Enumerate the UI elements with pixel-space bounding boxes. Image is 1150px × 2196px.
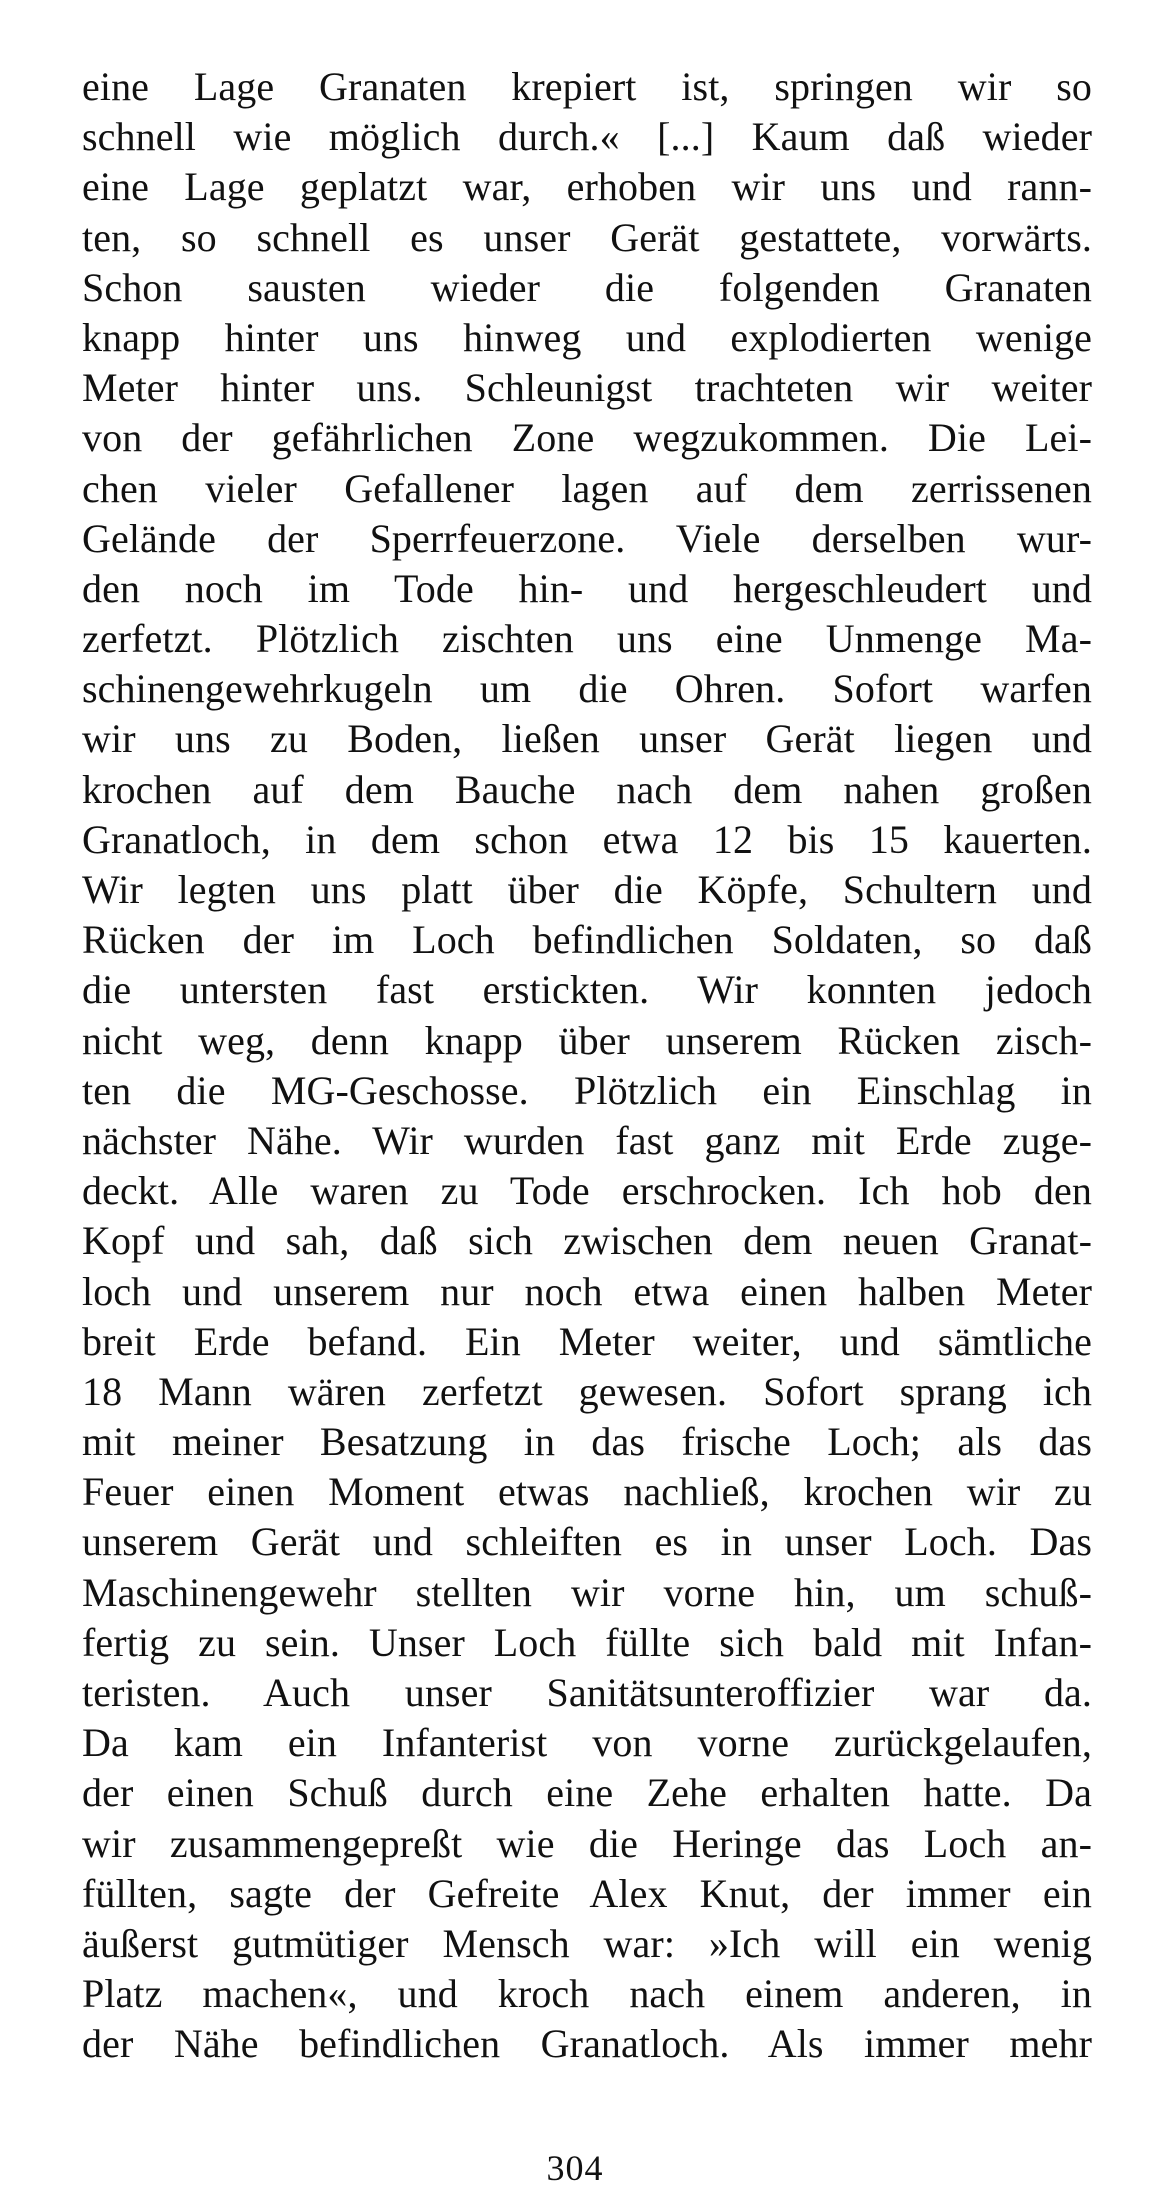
- text-line: breit Erde befand. Ein Meter weiter, und sämtliche: [82, 1318, 1092, 1364]
- page-number: 304: [546, 2148, 604, 2188]
- text-line: loch und unserem nur noch etwa einen halben Meter: [82, 1268, 1092, 1314]
- text-line: den noch im Tode hin- und hergeschleudert und: [82, 565, 1092, 611]
- text-line: ten, so schnell es unser Gerät gestattete, vorwärts.: [82, 214, 1092, 260]
- text-line: mit meiner Besatzung in das frische Loch; als das: [82, 1419, 1092, 1465]
- text-line: Gelände der Sperrfeuerzone. Viele derselben wur-: [82, 515, 1092, 561]
- text-line: wir uns zu Boden, ließen unser Gerät liegen und: [82, 716, 1092, 762]
- text-line: Platz machen«, und kroch nach einem anderen, in: [82, 1971, 1092, 2017]
- text-line: unserem Gerät und schleiften es in unser Loch. Das: [82, 1519, 1092, 1565]
- text-line: 18 Mann wären zerfetzt gewesen. Sofort sprang ich: [82, 1368, 1092, 1414]
- text-line: teristen. Auch unser Sanitätsunteroffizier war da.: [82, 1670, 1092, 1715]
- text-line: Kopf und sah, daß sich zwischen dem neuen Granat-: [82, 1218, 1092, 1264]
- text-line: Da kam ein Infanterist von vorne zurückgelaufen,: [82, 1720, 1092, 1766]
- text-line: ten die MG-Geschosse. Plötzlich ein Einschlag in: [82, 1067, 1092, 1113]
- text-line: Feuer einen Moment etwas nachließ, krochen wir zu: [82, 1469, 1092, 1515]
- text-line: der Nähe befindlichen Granatloch. Als immer mehr: [82, 2021, 1092, 2067]
- text-line: Wir legten uns platt über die Köpfe, Schultern und: [82, 867, 1092, 912]
- text-line: krochen auf dem Bauche nach dem nahen großen: [82, 766, 1092, 812]
- text-line: der einen Schuß durch eine Zehe erhalten hatte. Da: [82, 1770, 1092, 1816]
- text-line: Maschinengewehr stellten wir vorne hin, um schuß-: [82, 1569, 1092, 1615]
- text-line: deckt. Alle waren zu Tode erschrocken. Ich hob den: [82, 1168, 1092, 1214]
- text-line: Rücken der im Loch befindlichen Soldaten, so daß: [82, 917, 1092, 963]
- text-line: äußerst gutmütiger Mensch war: »Ich will ein wenig: [82, 1920, 1092, 1966]
- text-line: schnell wie möglich durch.« [...] Kaum daß wieder: [82, 114, 1092, 160]
- text-line: nächster Nähe. Wir wurden fast ganz mit Erde zuge-: [82, 1117, 1092, 1163]
- text-line: Schon sausten wieder die folgenden Granaten: [82, 264, 1092, 310]
- text-line: von der gefährlichen Zone wegzukommen. Die Lei-: [82, 415, 1092, 461]
- text-line: Granatloch, in dem schon etwa 12 bis 15 kauerten.: [82, 816, 1092, 862]
- text-line: schinengewehrkugeln um die Ohren. Sofort warfen: [82, 666, 1092, 712]
- text-line: fertig zu sein. Unser Loch füllte sich bald mit Infan-: [82, 1619, 1092, 1665]
- body-text: [82, 62, 1092, 2070]
- text-line: eine Lage geplatzt war, erhoben wir uns und rann-: [82, 164, 1092, 210]
- text-line: Meter hinter uns. Schleunigst trachteten wir weiter: [82, 365, 1092, 411]
- text-line: chen vieler Gefallener lagen auf dem zerrissenen: [82, 465, 1092, 511]
- text-line: füllten, sagte der Gefreite Alex Knut, der immer ein: [82, 1870, 1092, 1916]
- text-line: knapp hinter uns hinweg und explodierten wenige: [82, 314, 1092, 360]
- text-line: nicht weg, denn knapp über unserem Rücken zisch-: [82, 1017, 1092, 1063]
- text-line: die untersten fast erstickten. Wir konnten jedoch: [82, 967, 1092, 1013]
- text-line: wir zusammengepreßt wie die Heringe das Loch an-: [82, 1820, 1092, 1866]
- text-line: zerfetzt. Plötzlich zischten uns eine Unmenge Ma-: [82, 616, 1092, 662]
- text-line: eine Lage Granaten krepiert ist, springen wir so: [82, 64, 1092, 109]
